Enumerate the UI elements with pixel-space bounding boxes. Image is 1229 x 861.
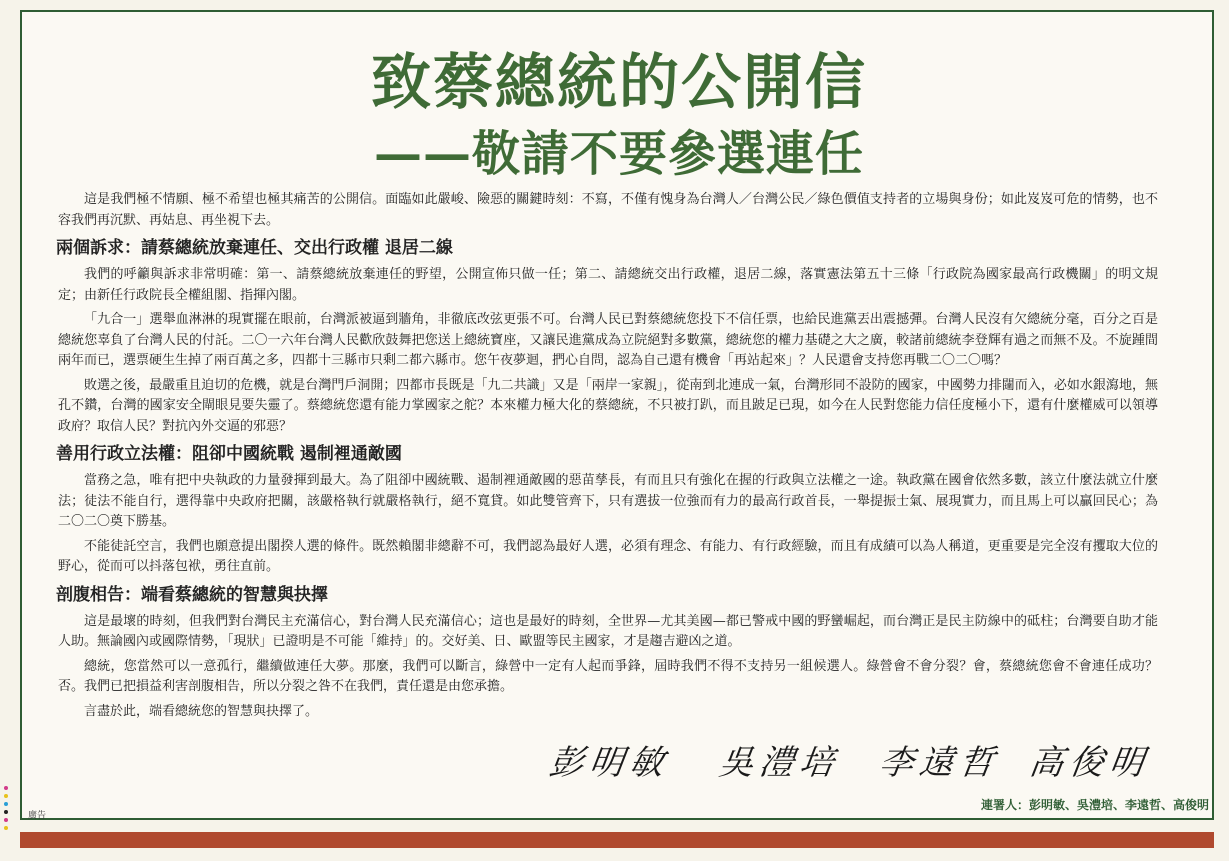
section1-paragraph-1: 我們的呼籲與訴求非常明確：第一、請蔡總統放棄連任的野望，公開宣佈只做一任；第二、請總統交出行政權，退居二線，落實憲法第五十三條「行政院為國家最高行政機關」的明文規定；由新任行政院長全權組閣、指揮內閣。 [58, 267, 1158, 303]
letter-subtitle: ——敬請不要參選連任 [373, 126, 864, 182]
section2-paragraph-2: 不能徒託空言，我們也願意提出閣揆人選的條件。既然賴閣非總辭不可，我們認為最好人選，必須有理念、有能力、有行政經驗，而且有成績可以為人稱道，更重要是完全沒有攫取大位的野心，從而可以抖落包袱，勇往直前。 [58, 538, 1158, 574]
bottom-color-bar [20, 832, 1214, 848]
section1-paragraph-2: 「九合一」選舉血淋淋的現實擺在眼前，台灣派被逼到牆角，非徹底改弦更張不可。台灣人民已對蔡總統您投下不信任票，也給民進黨丟出震撼彈。台灣人民沒有欠總統分毫，百分之百是總統您辜負了台灣人民的付託。二〇一六年台灣人民歡欣鼓舞把您送上總統寶座，又讓民進黨成為立院絕對多數黨，總統您的權力基礎之大之廣，較諸前總統李登輝有過之而無不及。不旋踵間兩年而已，選票硬生生掉了兩百萬之多，四都十三縣市只剩二都六縣市。您午夜夢迴，捫心自問，認為自己還有機會「再站起來」？人民還會支持您再戰二〇二〇嗎？ [58, 312, 1158, 368]
handwritten-signatures [546, 735, 1170, 795]
letter-body [58, 190, 1158, 726]
section-heading-3: 剖腹相告：端看蔡總統的智慧與抉擇 [56, 584, 328, 605]
section3-paragraph-1: 這是最壞的時刻，但我們對台灣民主充滿信心，對台灣人民充滿信心；這也是最好的時刻，全世界—尤其美國—都已警戒中國的野蠻崛起，而台灣正是民主防線中的砥柱；台灣要自助才能人助。無論國內或國際情勢，「現狀」已證明是不可能「維持」的。交好美、日、歐盟等民主國家，才是趨吉避凶之道。 [58, 613, 1158, 649]
advertisement-tag: 廣告 [28, 811, 47, 821]
section2-paragraph-1: 當務之急，唯有把中央執政的力量發揮到最大。為了阻卻中國統戰、遏制裡通敵國的惡苗孳長，有而且只有強化在握的行政與立法權之一途。執政黨在國會依然多數，該立什麼法就立什麼法；徒法不能自行，選得靠中央政府把關，該嚴格執行就嚴格執行，絕不寬貸。如此雙管齊下，只有選拔一位強而有力的最高行政首長，一舉提振士氣、展現實力，而且馬上可以贏回民心；為二〇二〇奠下勝基。 [58, 473, 1158, 529]
section3-paragraph-3: 言盡於此，端看總統您的智慧與抉擇了。 [84, 703, 319, 719]
signers-line: 連署人：彭明敏、吳澧培、李遠哲、高俊明 [980, 798, 1209, 812]
signature-1: 彭明敏 [546, 743, 673, 783]
section1-paragraph-3: 敗選之後，最嚴重且迫切的危機，就是台灣門戶洞開；四都市長既是「九二共識」又是「兩岸一家親」，從南到北連成一氣，台灣形同不設防的國家，中國勢力排闥而入，必如水銀瀉地，無孔不鑽，台灣的國家安全閘眼見要失靈了。蔡總統您還有能力掌國家之舵？本來權力極大化的蔡總統，不只被打趴，而且跛足已現，如今在人民對您能力信任度極小下，還有什麼權威可以領導政府？取信人民？對抗內外交逼的邪惡？ [58, 377, 1158, 434]
signature-4: 高俊明 [1026, 743, 1153, 783]
intro-paragraph: 這是我們極不情願、極不希望也極其痛苦的公開信。面臨如此嚴峻、險惡的關鍵時刻：不寫，不僅有愧身為台灣人／台灣公民／綠色價值支持者的立場與身份；如此岌岌可危的情勢，也不容我們再沉默、再姑息、再坐視下去。 [58, 192, 1158, 228]
section-heading-2: 善用行政立法權：阻卻中國統戰 遏制裡通敵國 [56, 444, 402, 464]
section3-paragraph-2: 總統，您當然可以一意孤行，繼續做連任大夢。那麼，我們可以斷言，綠營中一定有人起而爭鋒，屆時我們不得不支持另一組候選人。綠營會不會分裂？會，蔡總統您會不會連任成功？否。我們已把損益利害剖腹相告，所以分裂之咎不在我們，責任還是由您承擔。 [58, 658, 1158, 694]
signature-3: 李遠哲 [876, 743, 1003, 783]
letter-title: 致蔡總統的公開信 [371, 48, 867, 118]
section-heading-1: 兩個訴求：請蔡總統放棄連任、交出行政權 退居二線 [56, 238, 453, 258]
signature-2: 吳澧培 [716, 743, 843, 783]
print-registration-dots [4, 786, 10, 834]
